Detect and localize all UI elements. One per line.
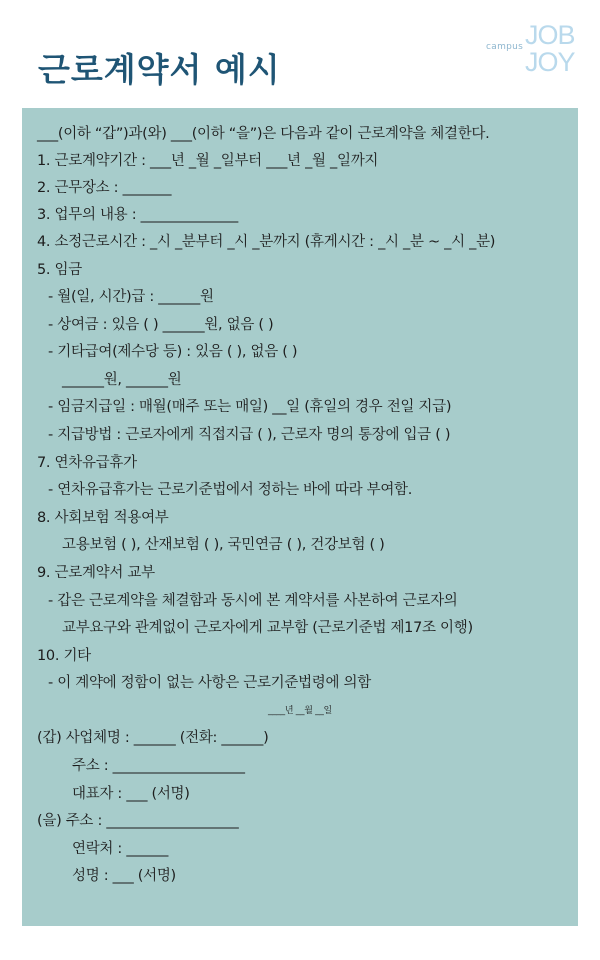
clause-contract-delivery-heading: 9. 근로계약서 교부 <box>37 565 155 581</box>
employer-representative: 대표자 : ___ (서명) <box>72 786 190 802</box>
contract-delivery-text-1: - 갑은 근로계약을 체결함과 동시에 본 계약서를 사본하여 근로자의 <box>48 593 458 609</box>
wage-other-pay: - 기타급여(제수당 등) : 있음 ( ), 없음 ( ) <box>48 344 298 360</box>
employee-contact: 연락처 : ______ <box>72 841 169 857</box>
contract-delivery-text-2: 교부요구와 관계없이 근로자에게 교부함 (근로기준법 제17조 이행) <box>62 620 473 636</box>
clause-contract-period: 1. 근로계약기간 : ___년 _월 _일부터 ___년 _월 _일까지 <box>37 153 379 169</box>
annual-leave-text: - 연차유급휴가는 근로기준법에서 정하는 바에 따라 부여함. <box>48 482 413 498</box>
employer-address: 주소 : ___________________ <box>72 758 245 774</box>
wage-bonus: - 상여금 : 있음 ( ) ______원, 없음 ( ) <box>48 317 274 333</box>
wage-other-pay-amounts: ______원, ______원 <box>62 372 182 388</box>
clause-wage-heading: 5. 임금 <box>37 262 82 278</box>
employee-name: 성명 : ___ (서명) <box>72 868 176 884</box>
employer-business-name: (갑) 사업체명 : ______ (전화: ______) <box>37 730 269 746</box>
page-title: 근로계약서 예시 <box>38 50 281 89</box>
wage-payment-method: - 지급방법 : 근로자에게 직접지급 ( ), 근로자 명의 통장에 입금 ( ) <box>48 427 451 443</box>
clause-working-hours: 4. 소정근로시간 : _시 _분부터 _시 _분까지 (휴게시간 : _시 _분 ~ _시 _분) <box>37 234 496 250</box>
wage-payday: - 임금지급일 : 매월(매주 또는 매일) __일 (휴일의 경우 전일 지급) <box>48 399 452 415</box>
clause-social-insurance-heading: 8. 사회보험 적용여부 <box>37 510 169 526</box>
clause-other-heading: 10. 기타 <box>37 648 91 664</box>
logo-job-text: JOB <box>525 20 575 50</box>
logo-campus-text: campus <box>486 42 524 52</box>
social-insurance-options: 고용보험 ( ), 산재보험 ( ), 국민연금 ( ), 건강보험 ( ) <box>62 537 385 553</box>
wage-monthly: - 월(일, 시간)급 : ______원 <box>48 289 214 305</box>
clause-annual-leave-heading: 7. 연차유급휴가 <box>37 455 137 471</box>
logo-joy-text: JOY <box>525 47 575 77</box>
clause-workplace: 2. 근무장소 : _______ <box>37 180 172 196</box>
contract-panel <box>22 108 578 926</box>
contract-intro: ___(이하 “갑”)과(와) ___(이하 “을”)은 다음과 같이 근로계약을 체결한다. <box>37 126 490 142</box>
clause-job-description: 3. 업무의 내용 : ______________ <box>37 207 238 223</box>
employee-address: (을) 주소 : ___________________ <box>37 813 239 829</box>
other-text: - 이 계약에 정함이 없는 사항은 근로기준법령에 의함 <box>48 675 371 691</box>
contract-date: ____년 __월 __일 <box>268 706 332 716</box>
jobjoy-logo <box>478 22 588 82</box>
